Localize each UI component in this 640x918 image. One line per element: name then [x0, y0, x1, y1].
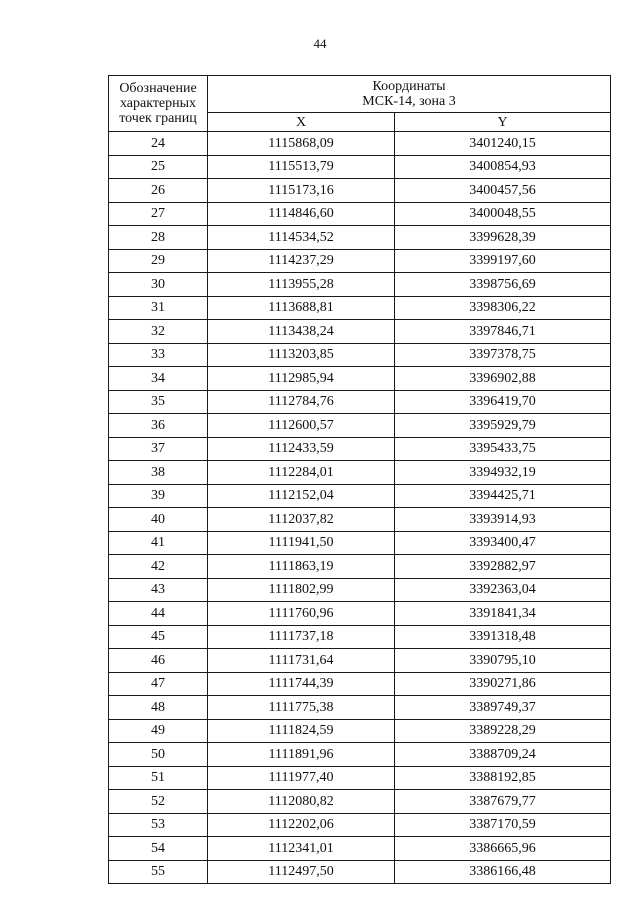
row-y: 3400854,93 [395, 155, 611, 179]
row-y: 3396419,70 [395, 390, 611, 414]
header-point-designation [109, 76, 208, 132]
row-point: 34 [109, 367, 208, 391]
row-y: 3398756,69 [395, 273, 611, 297]
table-row [109, 672, 611, 696]
row-point: 49 [109, 719, 208, 743]
row-x: 1111775,38 [208, 696, 395, 720]
row-point: 52 [109, 790, 208, 814]
row-y: 3394932,19 [395, 461, 611, 485]
row-x: 1114534,52 [208, 226, 395, 250]
row-point: 44 [109, 602, 208, 626]
coordinates-table [108, 75, 611, 884]
row-x: 1111824,59 [208, 719, 395, 743]
row-x: 1111941,50 [208, 531, 395, 555]
header-coordinates-line-2: МСК-14, зона 3 [362, 94, 456, 109]
table-row [109, 696, 611, 720]
row-point: 48 [109, 696, 208, 720]
row-point: 42 [109, 555, 208, 579]
row-point: 25 [109, 155, 208, 179]
row-point: 43 [109, 578, 208, 602]
row-point: 51 [109, 766, 208, 790]
table-row [109, 790, 611, 814]
row-x: 1111760,96 [208, 602, 395, 626]
table-row [109, 390, 611, 414]
row-x: 1113955,28 [208, 273, 395, 297]
table-row [109, 461, 611, 485]
row-point: 31 [109, 296, 208, 320]
row-y: 3393400,47 [395, 531, 611, 555]
row-point: 29 [109, 249, 208, 273]
row-y: 3391318,48 [395, 625, 611, 649]
table-row [109, 602, 611, 626]
row-y: 3387679,77 [395, 790, 611, 814]
table-row [109, 719, 611, 743]
row-x: 1111731,64 [208, 649, 395, 673]
header-coordinates-line-1: Координаты [372, 79, 446, 94]
row-x: 1112080,82 [208, 790, 395, 814]
table-row [109, 813, 611, 837]
header-x: X [208, 113, 395, 132]
row-y: 3392882,97 [395, 555, 611, 579]
row-y: 3388192,85 [395, 766, 611, 790]
row-x: 1112284,01 [208, 461, 395, 485]
row-y: 3398306,22 [395, 296, 611, 320]
row-x: 1113203,85 [208, 343, 395, 367]
row-x: 1112037,82 [208, 508, 395, 532]
page-number: 44 [313, 36, 327, 51]
row-point: 50 [109, 743, 208, 767]
row-point: 39 [109, 484, 208, 508]
row-point: 28 [109, 226, 208, 250]
row-y: 3397846,71 [395, 320, 611, 344]
row-y: 3386166,48 [395, 860, 611, 884]
row-x: 1111863,19 [208, 555, 395, 579]
row-y: 3399628,39 [395, 226, 611, 250]
row-x: 1115513,79 [208, 155, 395, 179]
table-row [109, 508, 611, 532]
row-y: 3386665,96 [395, 837, 611, 861]
row-x: 1113438,24 [208, 320, 395, 344]
table-row [109, 555, 611, 579]
row-x: 1111977,40 [208, 766, 395, 790]
row-point: 33 [109, 343, 208, 367]
row-y: 3392363,04 [395, 578, 611, 602]
row-x: 1111737,18 [208, 625, 395, 649]
table-row [109, 320, 611, 344]
row-point: 55 [109, 860, 208, 884]
table-row [109, 437, 611, 461]
row-y: 3389749,37 [395, 696, 611, 720]
row-x: 1115173,16 [208, 179, 395, 203]
row-x: 1114237,29 [208, 249, 395, 273]
row-point: 36 [109, 414, 208, 438]
row-y: 3387170,59 [395, 813, 611, 837]
row-y: 3395929,79 [395, 414, 611, 438]
row-x: 1114846,60 [208, 202, 395, 226]
row-x: 1112985,94 [208, 367, 395, 391]
row-point: 46 [109, 649, 208, 673]
table-row [109, 625, 611, 649]
row-point: 32 [109, 320, 208, 344]
table-row [109, 367, 611, 391]
row-y: 3400457,56 [395, 179, 611, 203]
row-x: 1111744,39 [208, 672, 395, 696]
row-point: 35 [109, 390, 208, 414]
row-point: 40 [109, 508, 208, 532]
header-point-line-1: Обозначение [119, 81, 197, 96]
table-row [109, 273, 611, 297]
row-point: 45 [109, 625, 208, 649]
row-x: 1112600,57 [208, 414, 395, 438]
table-row [109, 155, 611, 179]
row-x: 1113688,81 [208, 296, 395, 320]
row-x: 1112152,04 [208, 484, 395, 508]
table-body [109, 132, 611, 884]
table-row [109, 202, 611, 226]
row-y: 3401240,15 [395, 132, 611, 156]
row-y: 3399197,60 [395, 249, 611, 273]
row-point: 53 [109, 813, 208, 837]
table-row [109, 837, 611, 861]
row-x: 1111802,99 [208, 578, 395, 602]
table-row [109, 766, 611, 790]
row-x: 1115868,09 [208, 132, 395, 156]
row-x: 1112341,01 [208, 837, 395, 861]
header-point-line-3: точек границ [119, 111, 197, 126]
row-point: 38 [109, 461, 208, 485]
table-row [109, 296, 611, 320]
table-row [109, 179, 611, 203]
row-y: 3397378,75 [395, 343, 611, 367]
header-coordinates [208, 76, 611, 113]
table-row [109, 226, 611, 250]
row-point: 26 [109, 179, 208, 203]
table-row [109, 531, 611, 555]
header-point-line-2: характерных [119, 96, 197, 111]
row-x: 1112497,50 [208, 860, 395, 884]
row-point: 47 [109, 672, 208, 696]
row-x: 1112202,06 [208, 813, 395, 837]
row-y: 3390795,10 [395, 649, 611, 673]
row-y: 3393914,93 [395, 508, 611, 532]
table-row [109, 743, 611, 767]
row-x: 1112433,59 [208, 437, 395, 461]
row-y: 3389228,29 [395, 719, 611, 743]
row-x: 1112784,76 [208, 390, 395, 414]
row-y: 3390271,86 [395, 672, 611, 696]
row-y: 3396902,88 [395, 367, 611, 391]
header-y: Y [395, 113, 611, 132]
table-row [109, 860, 611, 884]
row-point: 27 [109, 202, 208, 226]
row-y: 3394425,71 [395, 484, 611, 508]
table-row [109, 132, 611, 156]
table-row [109, 249, 611, 273]
row-x: 1111891,96 [208, 743, 395, 767]
table-row [109, 414, 611, 438]
row-y: 3395433,75 [395, 437, 611, 461]
row-point: 30 [109, 273, 208, 297]
table-row [109, 484, 611, 508]
row-y: 3388709,24 [395, 743, 611, 767]
table-row [109, 649, 611, 673]
row-point: 41 [109, 531, 208, 555]
row-point: 54 [109, 837, 208, 861]
table-row [109, 343, 611, 367]
row-y: 3400048,55 [395, 202, 611, 226]
row-y: 3391841,34 [395, 602, 611, 626]
table-row [109, 578, 611, 602]
row-point: 24 [109, 132, 208, 156]
row-point: 37 [109, 437, 208, 461]
